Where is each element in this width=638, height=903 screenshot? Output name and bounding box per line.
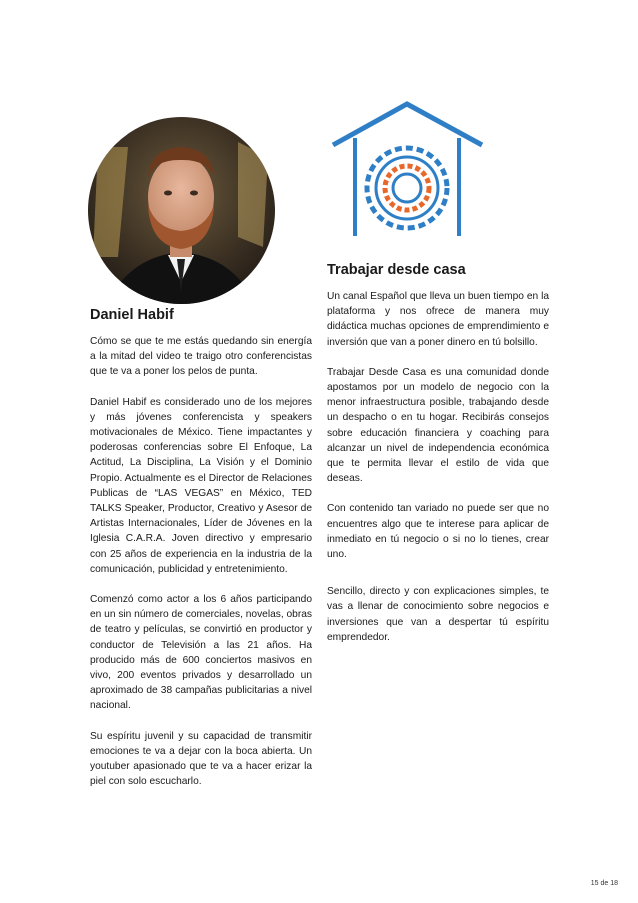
right-section-title: Trabajar desde casa xyxy=(327,262,466,278)
left-section-title: Daniel Habif xyxy=(90,307,174,323)
page-number: 15 de 18 xyxy=(590,880,618,887)
left-paragraph-1: Cómo se que te me estás quedando sin energía a la mitad del video te traigo otro conferencistas que te va a poner los pelos de punta. xyxy=(90,336,312,378)
left-paragraph-4: Su espíritu juvenil y su capacidad de transmitir emociones te va a dejar con la boca abierta. Un youtuber apasionado que te va a hacer erizar la piel con solo escucharlo. xyxy=(90,730,312,788)
daniel-habif-photo xyxy=(88,117,275,304)
right-paragraph-2: Trabajar Desde Casa es una comunidad donde apostamos por un modelo de negocio con la menor infraestructura posible, trabajando desde un despacho o en tu hogar. Recibirás consejos sobre educación financiera y coaching para alcanzar un nivel de independencia económica que te permita llevar el estilo de vida que deseas. xyxy=(327,366,549,485)
right-paragraph-1: Un canal Español que lleva un buen tiempo en la plataforma y nos ofrece de manera muy didáctica muchas opciones de emprendimiento e inversión que van a poner dinero en tú bolsillo. xyxy=(327,291,549,348)
left-paragraph-2: Daniel Habif es considerado uno de los mejores y más jóvenes conferencista y speakers motivacionales de México. Tiene impactantes y poderosas conferencias sobre El Enfoque, La Actitud, La Disciplina, La Visión y el Dominio Propio. Actualmente es el Director de Relaciones Publicas de “LAS VEGAS” en México, TED TALKS Speaker, Productor, Creativo y Asesor de Artistas Internacionales, Líder de Jóvenes en la Iglesia C.A.R.A. Joven directivo y empresario con 25 años de experiencia en la industria de la comunicación, publicidad y entretenimiento. xyxy=(90,396,312,575)
trabajar-desde-casa-logo xyxy=(330,100,485,238)
right-paragraph-3: Con contenido tan variado no puede ser que no encuentres algo que te interese para aplicar de inmediato en tú negocio o si no lo tienes, crear uno. xyxy=(327,503,549,561)
right-body xyxy=(327,289,549,660)
left-paragraph-3: Comenzó como actor a los 6 años participando en un sin número de comerciales, novelas, obras de teatro y películas, se convirtió en productor y conductor de Televisión a las 21 años. Ha producido más de 600 conciertos masivos en vivo, 200 eventos privados y desarrollado un aproximado de 38 campañas publicitarias a nivel nacional. xyxy=(90,594,312,712)
left-body xyxy=(90,334,312,804)
right-paragraph-4: Sencillo, directo y con explicaciones simples, te vas a llenar de conocimiento sobre negocios e inversiones que van a despertar tú espíritu emprendedor. xyxy=(327,586,549,643)
